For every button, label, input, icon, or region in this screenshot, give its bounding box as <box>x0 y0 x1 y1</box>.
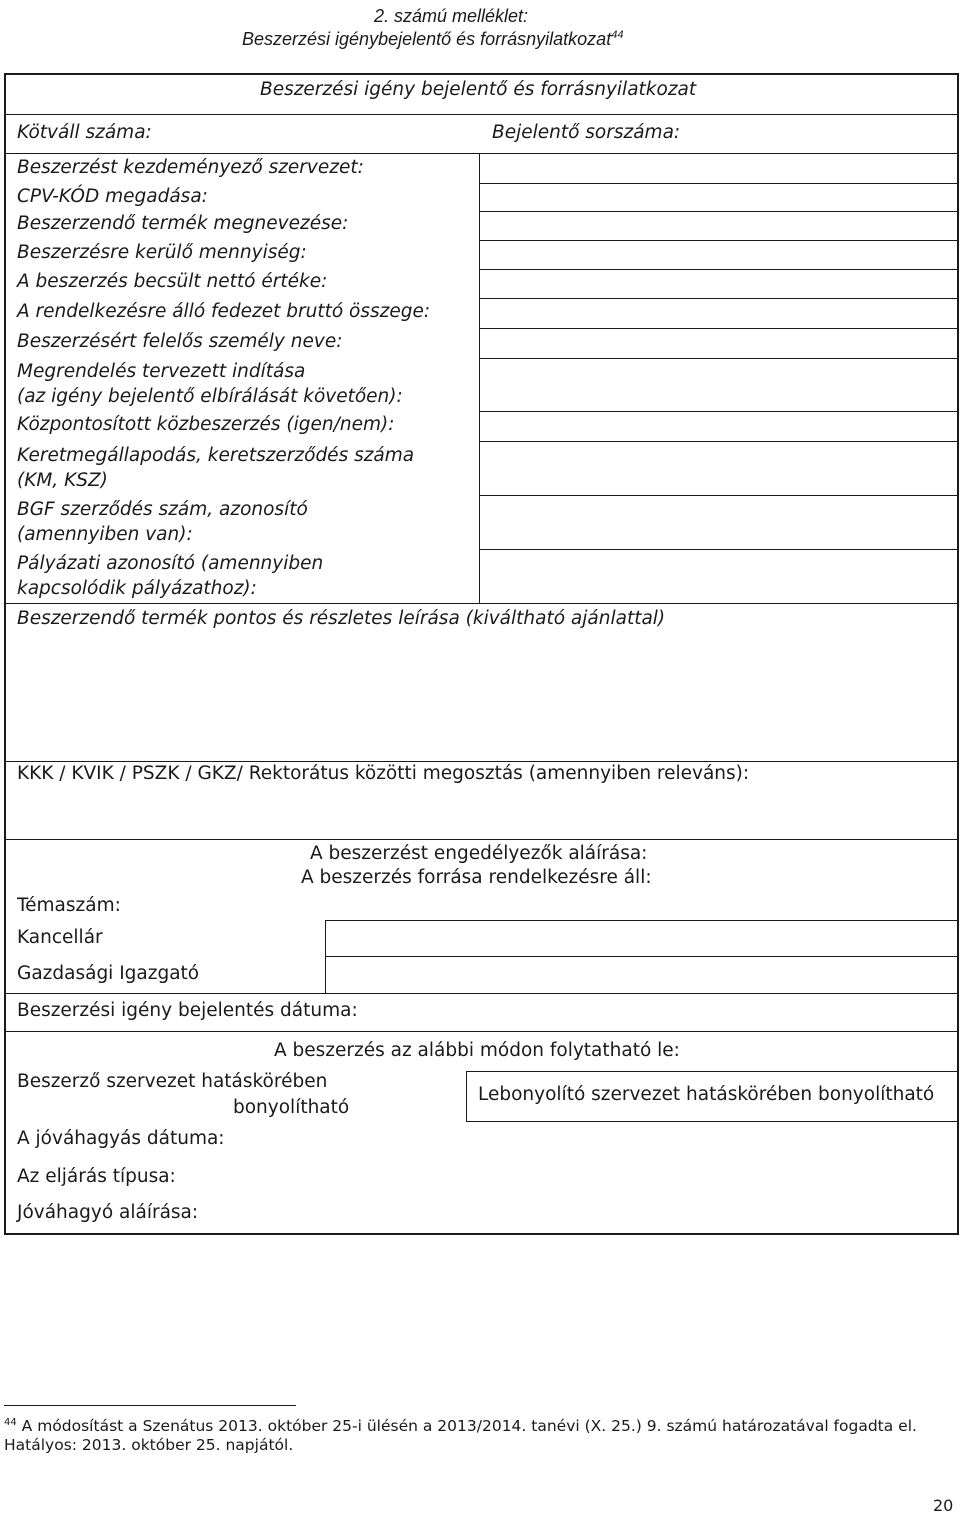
approvers-signature-label: A beszerzést engedélyezők aláírása: <box>310 843 648 864</box>
split-label: KKK / KVIK / PSZK / GKZ/ Rektorátus közötti megosztás (amennyiben releváns): <box>17 763 750 784</box>
field-label: Központosított közbeszerzés (igen/nem): <box>17 414 395 435</box>
lebonyolito-box-top <box>466 1071 959 1072</box>
kotvall-label: Kötváll száma: <box>17 122 152 143</box>
answer-rule <box>479 495 959 496</box>
answer-rule <box>479 211 959 212</box>
answer-rule <box>479 269 959 270</box>
procurement-org-label-2: bonyolítható <box>233 1097 350 1118</box>
frame-left <box>4 73 6 1235</box>
continuation-label: A beszerzés az alábbi módon folytatható le: <box>274 1040 680 1061</box>
field-label: Beszerzendő termék megnevezése: <box>17 213 349 234</box>
footnote-line-2: Hatályos: 2013. október 25. napjától. <box>4 1436 294 1454</box>
approver-signature-label: Jóváhagyó aláírása: <box>17 1202 199 1223</box>
form-title: Beszerzési igény bejelentő és forrásnyilatkozat <box>260 79 697 100</box>
lebonyolito-box-left <box>466 1071 467 1122</box>
temaszam-label: Témaszám: <box>17 895 121 916</box>
approver-rule <box>325 956 959 957</box>
footnote-line-1 <box>4 1417 917 1435</box>
field-label: Beszerzésért felelős személy neve: <box>17 331 343 352</box>
footnote-text: A módosítást a Szenátus 2013. október 25-i ülésén a 2013/2014. tanévi (X. 25.) 9. számú határozatával fogadta el. <box>21 1417 917 1436</box>
approval-date-label: A jóváhagyás dátuma: <box>17 1128 225 1149</box>
field-label: kapcsolódik pályázathoz): <box>17 578 257 599</box>
answer-rule <box>479 549 959 550</box>
field-label: Keretmegállapodás, keretszerződés száma <box>17 445 415 466</box>
answer-rule <box>479 328 959 329</box>
kancellar-label: Kancellár <box>17 927 103 948</box>
procurement-org-label-1: Beszerző szervezet hatáskörében <box>17 1071 328 1092</box>
bejelento-label: Bejelentő sorszáma: <box>492 122 681 143</box>
frame-bottom <box>4 1233 959 1235</box>
request-date-label: Beszerzési igény bejelentés dátuma: <box>17 1000 358 1021</box>
answer-rule <box>479 183 959 184</box>
field-label: Pályázati azonosító (amennyiben <box>17 553 324 574</box>
rule-title <box>4 114 959 115</box>
rule-description-end <box>4 761 959 762</box>
field-label: Beszerzésre kerülő mennyiség: <box>17 242 307 263</box>
frame-right <box>957 73 959 1235</box>
field-label: A beszerzés becsült nettó értéke: <box>17 271 328 292</box>
footnote-ref: 44 <box>611 29 624 41</box>
lebonyolito-box-bottom <box>466 1121 959 1122</box>
rule-kotvall <box>4 153 959 154</box>
field-label: CPV-KÓD megadása: <box>17 186 208 207</box>
lebonyolito-label: Lebonyolító szervezet hatáskörében bonyolítható <box>478 1084 935 1105</box>
rule-split-end <box>4 839 959 840</box>
field-label: BGF szerződés szám, azonosító <box>17 499 308 520</box>
frame-top <box>4 73 959 75</box>
approver-rule <box>4 993 959 994</box>
field-label: A rendelkezésre álló fedezet bruttó összege: <box>17 301 431 322</box>
gazdasagi-label: Gazdasági Igazgató <box>17 963 200 984</box>
field-label: Beszerzést kezdeményező szervezet: <box>17 157 364 178</box>
procedure-type-label: Az eljárás típusa: <box>17 1166 176 1187</box>
answer-rule <box>479 298 959 299</box>
rule-date-end <box>4 1031 959 1032</box>
footnote-number: 44 <box>4 1417 17 1428</box>
annex-title <box>242 29 623 50</box>
field-label: Megrendelés tervezett indítása <box>17 361 306 382</box>
rule-fields-end <box>4 603 959 604</box>
answer-rule <box>479 441 959 442</box>
source-available-label: A beszerzés forrása rendelkezésre áll: <box>301 867 652 888</box>
annex-number: 2. számú melléklet: <box>374 6 529 26</box>
description-label: Beszerzendő termék pontos és részletes leírása (kiváltható ajánlattal) <box>17 608 666 629</box>
answer-column-divider <box>479 153 480 604</box>
approver-rule <box>325 920 959 921</box>
footnote-separator <box>4 1405 296 1406</box>
field-label: (az igény bejelentő elbírálását követően): <box>17 386 403 407</box>
field-label: (KM, KSZ) <box>17 470 108 491</box>
annex-title-text: Beszerzési igénybejelentő és forrásnyilatkozat <box>242 29 612 49</box>
page-number: 20 <box>933 1496 954 1515</box>
field-label: (amennyiben van): <box>17 524 193 545</box>
answer-rule <box>479 358 959 359</box>
answer-rule <box>479 411 959 412</box>
answer-rule <box>479 240 959 241</box>
